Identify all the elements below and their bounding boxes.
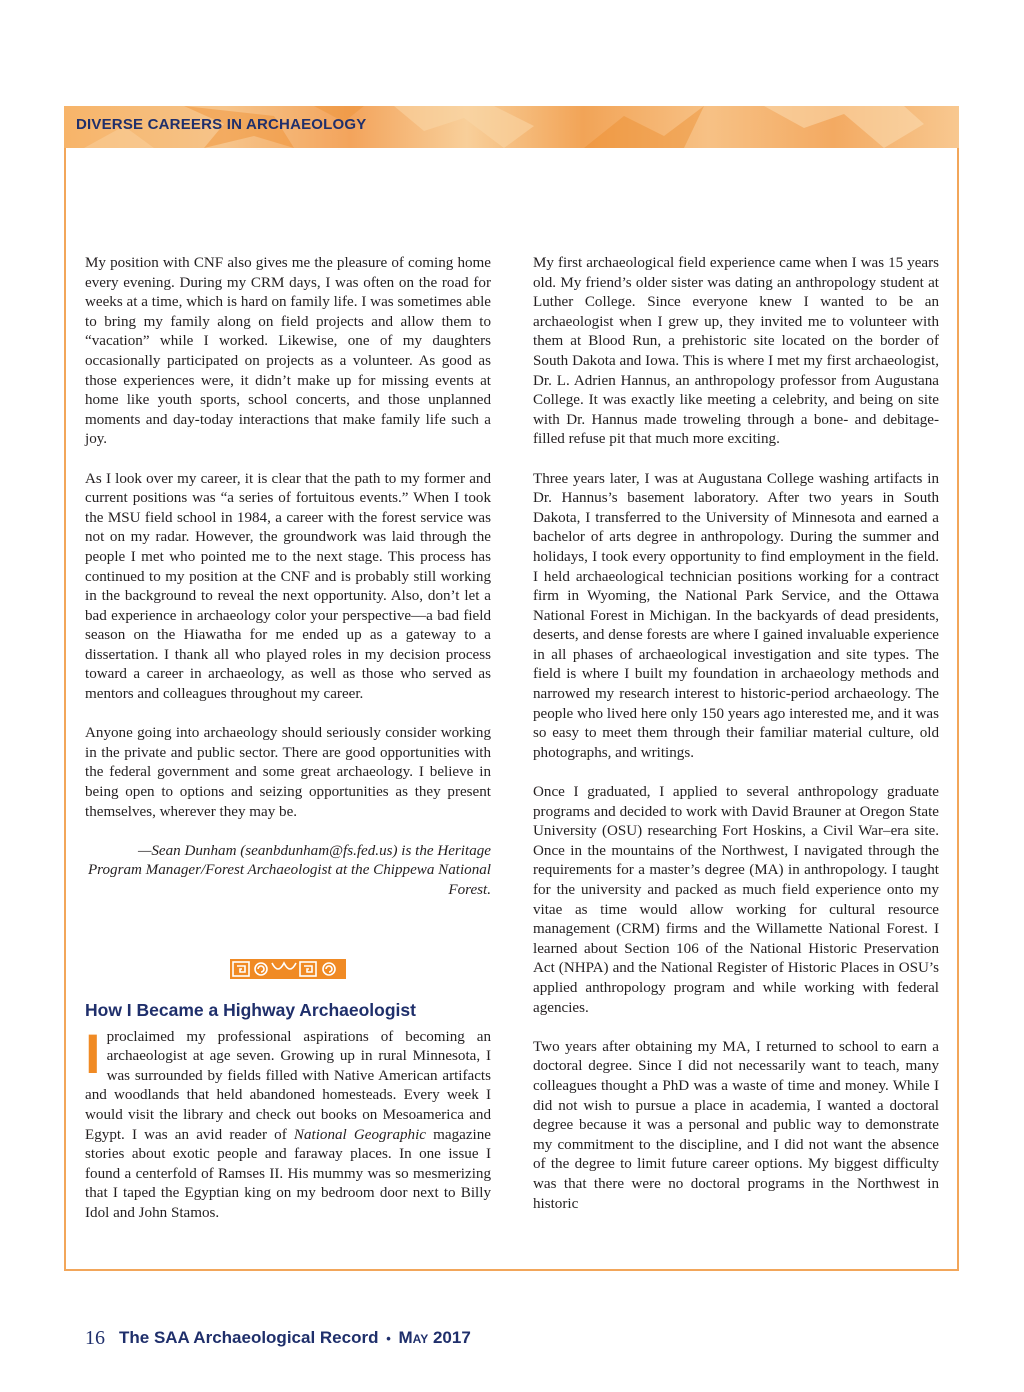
publication-name: The SAA Archaeological Record [119, 1328, 379, 1347]
right-column [533, 254, 939, 1234]
separator-dot: • [386, 1331, 391, 1346]
article-text-part-a: proclaimed my professional aspirations of becoming an archaeologist at age seven. Growing up in rural Minnesota, I was surrounded by fields filled with Native American artifacts and woodlands that held abandoned homesteads. Every week I would visit the library and check out books on Mesoamerica and Egypt. I was an avid reader of [85, 1028, 491, 1143]
issue-date: May 2017 [398, 1328, 471, 1347]
article-title: How I Became a Highway Archaeologist [85, 999, 416, 1020]
body-paragraph: My position with CNF also gives me the pleasure of coming home every evening. During my CRM days, I was often on the road for weeks at a time, which is hard on family life. I was sometimes able to bring my family along on field projects and allow them to “vacation” while I worked. Likewise, one of my daughters occasionally participated on projects as a volunteer. As good as those experiences were, it didn’t make up for missing events at home like youth sports, school concerts, and those unplanned moments and day-today interactions that make family life such a joy. [85, 255, 491, 448]
publication-line [119, 1328, 471, 1348]
article-first-paragraph [85, 1021, 491, 1224]
body-paragraph: As I look over my career, it is clear that the path to my former and current positions was “a series of fortuitous events.” When I took the MSU field school in 1984, a career with the forest service was not on my radar. However, the groundwork was laid through the people I met who pointed me to the next stage. This process has continued to my position at the CNF and is probably still working in the background to reveal the next opportunity. Also, don’t let a bad experience in archaeology color your perspective—a bad field season on the Hiawatha for me ended up as a gateway to a dissertation. I thank all who played roles in my decision process toward a career in archaeology, as well as those who served as mentors and colleagues throughout my career. [85, 470, 491, 703]
drop-cap: I [85, 1021, 101, 1085]
body-paragraph: Two years after obtaining my MA, I returned to school to earn a doctoral degree. Since I did not necessarily want to teach, many colleagues thought a PhD was a waste of time and money. While I did not wish to pursue a place in academia, I wanted a doctoral degree because it was a personal and public way to demonstrate my commitment to the discipline, and I did not want the absence of the degree to limit future career options. My biggest difficulty was that there were no doctoral programs in the Northwest in historic [533, 1038, 939, 1212]
greek-key-ornament-icon [230, 959, 346, 979]
body-paragraph: My first archaeological field experience came when I was 15 years old. My friend’s older sister was dating an anthropology student at Luther College. Since everyone knew I wanted to be an archaeologist when I grew up, they invited me to volunteer with them at Blood Run, a prehistoric site located on the border of South Dakota and Iowa. This is where I met my first archaeologist, Dr. L. Adrien Hannus, an anthropology professor from Augustana College. It was exactly like meeting a celebrity, and being on site with Dr. Hannus made troweling through a bone- and debitage-filled refuse pit that much more exciting. [533, 255, 939, 448]
banner-title: DIVERSE CAREERS IN ARCHAEOLOGY [76, 116, 367, 133]
section-banner [64, 106, 959, 148]
page-number: 16 [85, 1327, 105, 1349]
body-paragraph: Once I graduated, I applied to several anthropology graduate programs and decided to work with David Brauner at Oregon State University (OSU) researching Fort Hoskins, a Civil War–era site. Once in the mountains of the Northwest, I navigated through the requirements for a master’s degree (MA) in anthropology. I taught for the university and packed as much field experience onto my vitae as time would allow working for cultural resource management (CRM) firms and the Willamette National Forest. I learned about Section 106 of the National Historic Preservation Act (NHPA) and the National Register of Historic Places in OSU’s applied anthropology program and while working with federal agencies. [533, 784, 939, 1016]
body-paragraph: Three years later, I was at Augustana College washing artifacts in Dr. Hannus’s basement laboratory. After two years in South Dakota, I transferred to the University of Minnesota and earned a bachelor of arts degree in anthropology. During the summer and holidays, I took every opportunity to find employment in the field. I held archaeological technician positions working for a contract firm in Wyoming, the National Park Service, and the Ottawa National Forest in Michigan. In the backyards of dead presidents, deserts, and dense forests are where I gained invaluable experience in all phases of archaeological investigation and site types. The field is where I built my foundation in archaeology methods and narrowed my research interest to historic-period archaeology. The people who lived here only 150 years ago interested me, and it was so easy to meet them through their familiar material culture, old photographs, and writings. [533, 470, 939, 761]
author-signature: —Sean Dunham (seanbdunham@fs.fed.us) is the Heritage Program Manager/Forest Archaeologist at the Chippewa National Forest. [87, 842, 491, 898]
article-text-part-b: magazine stories about exotic people and faraway places. In one issue I found a centerfold of Ramses II. His mummy was so mesmerizing that I taped the Egyptian king on my bedroom door next to Billy Idol and John Stamos. [85, 1126, 491, 1221]
body-paragraph: Anyone going into archaeology should seriously consider working in the private and public sector. There are good opportunities with the federal government and some great archaeology. I believe in being open to options and seizing opportunities as they present themselves, wherever they may be. [85, 725, 491, 820]
magazine-title-italic: National Geographic [293, 1126, 426, 1143]
left-column [85, 254, 491, 1243]
